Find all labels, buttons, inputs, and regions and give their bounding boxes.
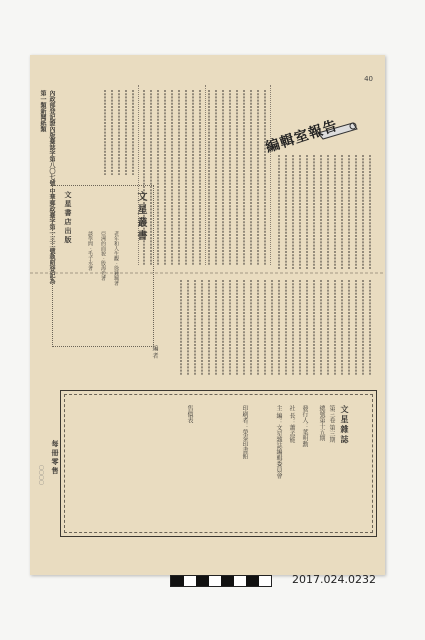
registration-notice: 內政部登記證內版臺誌字第八〇七號 中華郵政臺字第一三二號執照登記為第一類新聞紙類 — [39, 90, 55, 285]
series-publisher: 文星書店出版 — [64, 191, 73, 245]
publisher-line: 發行人：葉明勳 — [301, 405, 308, 447]
president-line: 社 長：蕭孟能 — [288, 405, 295, 443]
page-number: 40 — [364, 75, 373, 83]
volume-label: 第三卷 第三期 — [328, 405, 335, 443]
printer-line: 印刷者：榮泰印書館 — [241, 405, 248, 459]
issue-total: 總號第十五期 — [318, 405, 325, 441]
editor-report-heading — [263, 115, 363, 155]
series-book-1: 老年和人生觀 ‧ 徐鍾珮著 — [113, 231, 119, 286]
author-signature: 編 者 — [151, 345, 158, 359]
magazine-page — [30, 55, 385, 575]
editor-line: 主 編：文星雜誌編輯委員會 — [275, 405, 282, 479]
publication-info-box — [60, 390, 377, 537]
catalog-number: 2017.024.0232 — [292, 573, 376, 586]
editor-report-title: 編輯室報告 — [263, 117, 341, 157]
color-scale-bar — [170, 575, 272, 587]
handwritten-mark: 〇〇〇〇 — [38, 465, 44, 485]
price-table-label: 售價表 — [186, 405, 193, 423]
price-label: 每冊零售 — [51, 440, 60, 476]
series-book-2: 亞洲的面貌 ‧ 殷海光著 — [100, 231, 106, 281]
series-book-3: 談學問 ‧ 毛子水著 — [87, 231, 93, 271]
series-ad-box — [52, 185, 154, 347]
series-title: 文星叢書 — [135, 191, 146, 243]
magazine-title: 文星雜誌 — [340, 405, 350, 445]
